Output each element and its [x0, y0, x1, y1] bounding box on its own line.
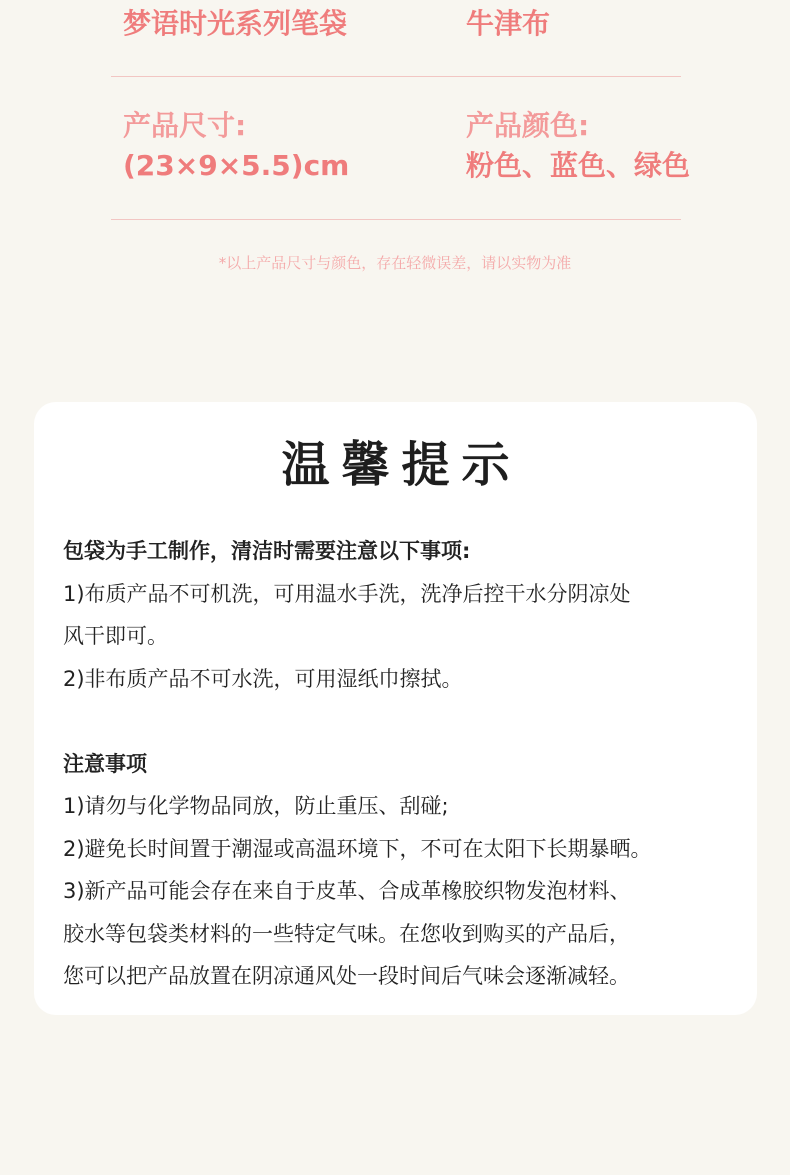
tips-title: 温馨提示: [281, 437, 522, 493]
spacer: [63, 700, 743, 743]
care-heading: 包袋为手工制作，清洁时需要注意以下事项:: [63, 539, 471, 563]
notice-item: 胶水等包袋类材料的一些特定气味。在您收到购买的产品后，: [63, 921, 630, 946]
notice-heading: 注意事项: [63, 751, 147, 776]
care-item: 1)布质产品不可机洗，可用温水手洗，洗净后控干水分阴凉处: [63, 581, 631, 606]
color-value: 粉色、蓝色、绿色: [466, 149, 691, 182]
care-item: 2)非布质产品不可水洗，可用湿纸巾擦拭。: [63, 666, 463, 691]
divider: [111, 219, 681, 220]
tips-body: [63, 530, 743, 998]
notice-item: 2)避免长时间置于潮湿或高温环境下，不可在太阳下长期暴晒。: [63, 836, 652, 861]
notice-item: 您可以把产品放置在阴凉通风处一段时间后气味会逐渐减轻。: [63, 964, 630, 988]
product-material: 牛津布: [466, 7, 551, 40]
notice-item: 3)新产品可能会存在来自于皮革、合成革橡胶织物发泡材料、: [63, 879, 631, 903]
notice-item: 1)请勿与化学物品同放，防止重压、刮碰;: [63, 794, 449, 818]
size-label: 产品尺寸:: [123, 109, 247, 142]
size-value: (23×9×5.5)cm: [123, 149, 350, 182]
color-label: 产品颜色:: [466, 109, 590, 142]
tips-card: [34, 402, 757, 1015]
product-name: 梦语时光系列笔袋: [123, 7, 348, 40]
disclaimer-note: *以上产品尺寸与颜色，存在轻微误差，请以实物为准: [218, 254, 572, 272]
divider: [111, 76, 681, 77]
care-item: 风干即可。: [63, 624, 168, 648]
